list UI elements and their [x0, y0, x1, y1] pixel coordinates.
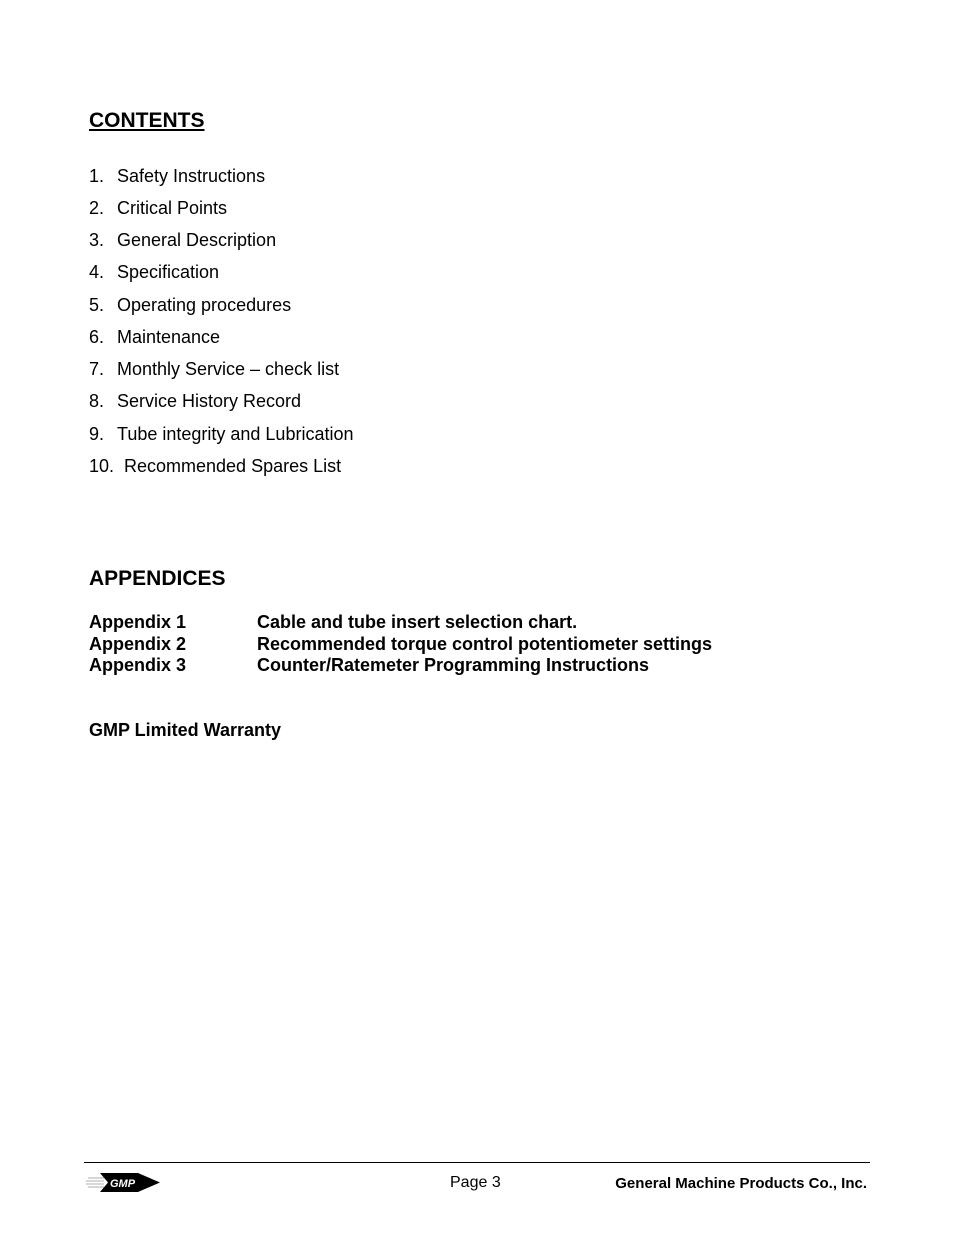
- logo-text: GMP: [110, 1178, 136, 1190]
- appendix-text: Recommended torque control potentiometer settings: [257, 634, 713, 654]
- toc-item: [89, 424, 353, 445]
- toc-text: Tube integrity and Lubrication: [117, 424, 354, 444]
- company-name: General Machine Products Co., Inc.: [615, 1175, 867, 1192]
- appendices-heading: APPENDICES: [89, 567, 226, 590]
- appendix-text: Cable and tube insert selection chart.: [257, 612, 578, 632]
- toc-number: 3.: [89, 230, 105, 250]
- gmp-arrow-logo-icon: [86, 1170, 162, 1194]
- toc-number: 4.: [89, 262, 105, 282]
- toc-number: 5.: [89, 295, 105, 315]
- toc-item: [89, 359, 339, 380]
- toc-item: [89, 295, 291, 316]
- contents-heading: CONTENTS: [89, 109, 205, 132]
- toc-number: 10.: [89, 456, 115, 476]
- gmp-logo: [86, 1170, 162, 1199]
- toc-text: General Description: [117, 230, 277, 250]
- toc-number: 6.: [89, 327, 105, 347]
- appendix-row: [89, 655, 649, 676]
- toc-item: [89, 230, 276, 251]
- footer-rule: [84, 1162, 870, 1163]
- page-number: Page 3: [450, 1174, 501, 1191]
- appendix-label: Appendix 1: [89, 612, 187, 632]
- toc-text: Recommended Spares List: [124, 456, 342, 476]
- toc-number: 9.: [89, 424, 105, 444]
- toc-number: 2.: [89, 198, 105, 218]
- toc-item: [89, 166, 265, 187]
- toc-item: [89, 391, 301, 412]
- toc-number: 8.: [89, 391, 105, 411]
- toc-text: Monthly Service – check list: [117, 359, 340, 379]
- toc-text: Operating procedures: [117, 295, 292, 315]
- toc-text: Maintenance: [117, 327, 221, 347]
- toc-item: [89, 262, 219, 283]
- appendix-row: [89, 612, 577, 633]
- appendix-row: [89, 634, 712, 655]
- appendix-label: Appendix 3: [89, 655, 187, 675]
- toc-text: Critical Points: [117, 198, 228, 218]
- toc-text: Safety Instructions: [117, 166, 266, 186]
- toc-number: 7.: [89, 359, 105, 379]
- toc-item: [89, 327, 220, 348]
- toc-item: [89, 456, 341, 477]
- toc-text: Specification: [117, 262, 220, 282]
- appendix-label: Appendix 2: [89, 634, 187, 654]
- toc-number: 1.: [89, 166, 105, 186]
- toc-text: Service History Record: [117, 391, 302, 411]
- warranty-heading: GMP Limited Warranty: [89, 720, 282, 740]
- toc-item: [89, 198, 227, 219]
- appendix-text: Counter/Ratemeter Programming Instructions: [257, 655, 650, 675]
